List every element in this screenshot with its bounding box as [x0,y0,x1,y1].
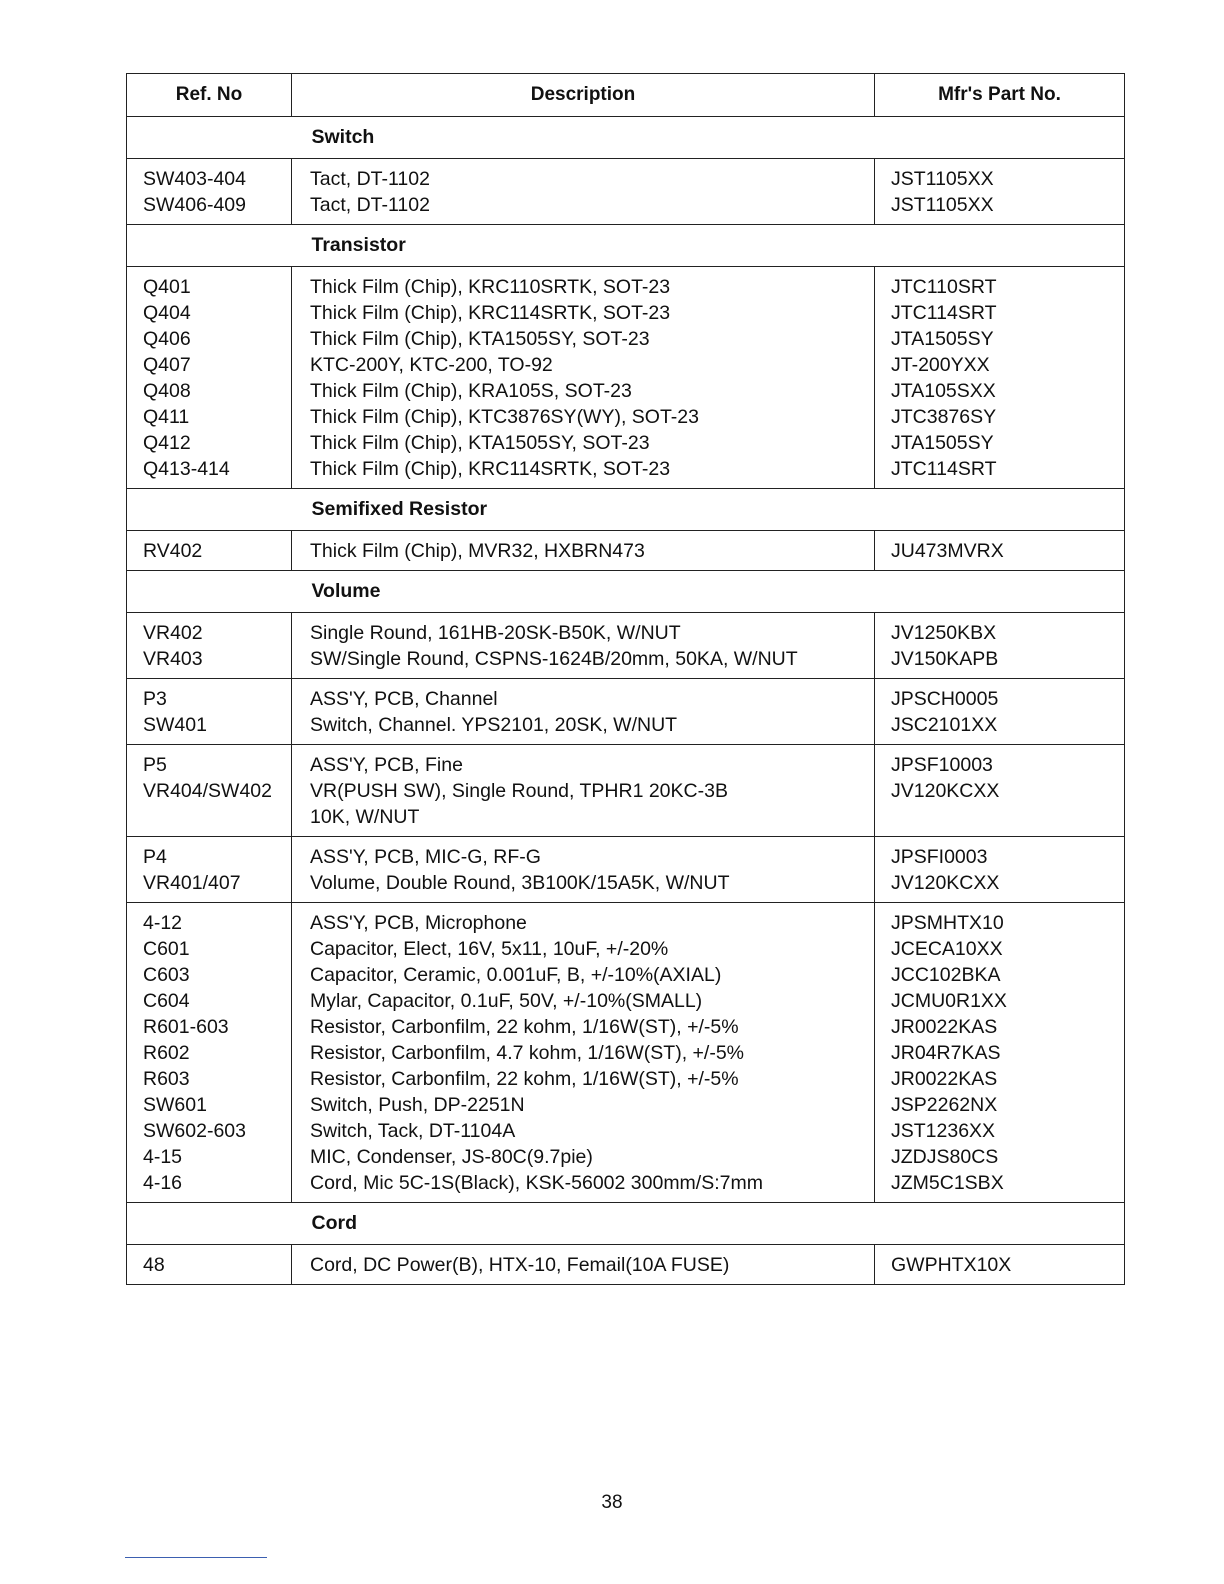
ref-no: VR401/407 [143,872,241,894]
part-number: JST1105XX [891,194,994,216]
header-row [127,74,1125,117]
part-no-cell [875,745,1125,837]
section-header-row [127,489,1125,531]
line-spacer [891,804,1124,830]
ref-no-cell [127,745,292,837]
description-line: ASS'Y, PCB, Microphone [310,912,527,934]
bottom-rule [125,1557,267,1558]
description-line: Mylar, Capacitor, 0.1uF, 50V, +/-10%(SMALL) [310,990,703,1012]
part-number: JV150KAPB [891,648,999,670]
description-line: Thick Film (Chip), KRC114SRTK, SOT-23 [310,458,671,480]
description-line: Volume, Double Round, 3B100K/15A5K, W/NUT [310,872,730,894]
ref-no: C604 [143,990,190,1012]
part-number: JZM5C1SBX [891,1172,1004,1194]
section-spacer [127,225,292,267]
parts-group-row [127,903,1125,1203]
part-number: JTA1505SY [891,328,994,350]
section-spacer [127,571,292,613]
description-cell [292,613,875,679]
description-line: Thick Film (Chip), KRC114SRTK, SOT-23 [310,302,671,324]
description-line: Thick Film (Chip), KTC3876SY(WY), SOT-23 [310,406,699,428]
part-number: JR04R7KAS [891,1042,1001,1064]
part-number: JV120KCXX [891,872,1000,894]
part-number: JR0022KAS [891,1068,998,1090]
part-no-cell [875,1245,1125,1285]
ref-no-cell [127,267,292,489]
ref-no: Q407 [143,354,191,376]
ref-no: C603 [143,964,190,986]
description-line: KTC-200Y, KTC-200, TO-92 [310,354,553,376]
part-no-cell [875,679,1125,745]
ref-no: SW406-409 [143,194,246,216]
section-title: Transistor [292,225,1125,267]
part-number: GWPHTX10X [891,1254,1012,1276]
description-line: ASS'Y, PCB, Channel [310,688,498,710]
description-line: Capacitor, Elect, 16V, 5x11, 10uF, +/-20% [310,938,669,960]
description-line: VR(PUSH SW), Single Round, TPHR1 20KC-3B [310,780,728,802]
ref-no: VR403 [143,648,203,670]
part-number: JSC2101XX [891,714,998,736]
description-header: Description [292,74,875,117]
description-cell [292,267,875,489]
ref-no: 4-16 [143,1172,183,1194]
part-number: JTC3876SY [891,406,997,428]
section-header-row [127,1203,1125,1245]
description-line: ASS'Y, PCB, Fine [310,754,463,776]
description-line: Thick Film (Chip), MVR32, HXBRN473 [310,540,645,562]
part-number: JST1105XX [891,168,994,190]
part-number: JR0022KAS [891,1016,998,1038]
part-number: JTA1505SY [891,432,994,454]
ref-no: SW601 [143,1094,207,1116]
ref-no: Q412 [143,432,191,454]
part-no-cell [875,613,1125,679]
ref-no: R601-603 [143,1016,229,1038]
ref-no: Q406 [143,328,191,350]
ref-no: SW602-603 [143,1120,246,1142]
section-spacer [127,489,292,531]
parts-group-row [127,745,1125,837]
part-number: JST1236XX [891,1120,996,1142]
part-number: JTC110SRT [891,276,997,298]
description-line: Tact, DT-1102 [310,194,430,216]
parts-group-row [127,159,1125,225]
description-line: Switch, Channel. YPS2101, 20SK, W/NUT [310,714,678,736]
part-number: JSP2262NX [891,1094,998,1116]
ref-no: Q401 [143,276,191,298]
ref-no: Q413-414 [143,458,230,480]
description-cell [292,745,875,837]
ref-no-cell [127,159,292,225]
ref-no: 4-12 [143,912,183,934]
part-number: JV1250KBX [891,622,997,644]
description-line: ASS'Y, PCB, MIC-G, RF-G [310,846,541,868]
part-no-cell [875,159,1125,225]
description-line: Resistor, Carbonfilm, 22 kohm, 1/16W(ST), +/-5% [310,1016,739,1038]
parts-group-row [127,1245,1125,1285]
section-header-row [127,225,1125,267]
part-number: JPSCH0005 [891,688,999,710]
part-number: JU473MVRX [891,540,1004,562]
part-no-cell [875,267,1125,489]
description-line: Thick Film (Chip), KTA1505SY, SOT-23 [310,328,650,350]
ref-no: RV402 [143,540,203,562]
ref-no-cell [127,1245,292,1285]
description-line: Tact, DT-1102 [310,168,430,190]
part-number: JTC114SRT [891,302,997,324]
part-no-cell [875,531,1125,571]
page-number: 38 [601,1492,623,1513]
description-cell [292,903,875,1203]
ref-no: VR404/SW402 [143,780,272,802]
section-spacer [127,117,292,159]
parts-group-row [127,837,1125,903]
description-line: Resistor, Carbonfilm, 22 kohm, 1/16W(ST), +/-5% [310,1068,739,1090]
part-no-cell [875,837,1125,903]
ref-no: P5 [143,754,167,776]
part-number: JCECA10XX [891,938,1003,960]
parts-group-row [127,267,1125,489]
ref-no: Q404 [143,302,191,324]
part-number: JPSMHTX10 [891,912,1004,934]
ref-no: Q411 [143,406,190,428]
description-line: Resistor, Carbonfilm, 4.7 kohm, 1/16W(ST), +/-5% [310,1042,745,1064]
section-title: Semifixed Resistor [292,489,1125,531]
section-title: Switch [292,117,1125,159]
description-line: Thick Film (Chip), KTA1505SY, SOT-23 [310,432,650,454]
ref-no: Q408 [143,380,191,402]
ref-no: SW403-404 [143,168,246,190]
ref-no: 4-15 [143,1146,183,1168]
description-line: SW/Single Round, CSPNS-1624B/20mm, 50KA, W/NUT [310,648,798,670]
part-number: JPSFI0003 [891,846,988,868]
section-header-row [127,117,1125,159]
parts-group-row [127,531,1125,571]
part-number: JCC102BKA [891,964,1001,986]
description-line: Cord, Mic 5C-1S(Black), KSK-56002 300mm/S:7mm [310,1172,763,1194]
ref-no-cell [127,903,292,1203]
description-line: Cord, DC Power(B), HTX-10, Femail(10A FUSE) [310,1254,730,1276]
description-line: Thick Film (Chip), KRC110SRTK, SOT-23 [310,276,671,298]
ref-no-cell [127,613,292,679]
ref-no: C601 [143,938,190,960]
description-cell [292,531,875,571]
parts-list-table [126,73,1125,1285]
part-number: JV120KCXX [891,780,1000,802]
ref-no-cell [127,837,292,903]
part-no-cell [875,903,1125,1203]
line-spacer [143,804,291,830]
parts-body [127,117,1125,1285]
ref-no: R602 [143,1042,190,1064]
ref-no-cell [127,531,292,571]
section-header-row [127,571,1125,613]
part-number: JT-200YXX [891,354,990,376]
description-line: MIC, Condenser, JS-80C(9.7pie) [310,1146,593,1168]
description-cell [292,837,875,903]
part-no-header: Mfr's Part No. [875,74,1125,117]
ref-no: 48 [143,1254,165,1276]
section-spacer [127,1203,292,1245]
part-number: JTA105SXX [891,380,996,402]
description-line: Capacitor, Ceramic, 0.001uF, B, +/-10%(AXIAL) [310,964,722,986]
description-line: Single Round, 161HB-20SK-B50K, W/NUT [310,622,681,644]
description-cell [292,1245,875,1285]
description-line: Thick Film (Chip), KRA105S, SOT-23 [310,380,632,402]
part-number: JZDJS80CS [891,1146,999,1168]
part-number: JCMU0R1XX [891,990,1007,1012]
parts-group-row [127,613,1125,679]
description-line: Switch, Push, DP-2251N [310,1094,525,1116]
part-number: JPSF10003 [891,754,993,776]
ref-no: P4 [143,846,167,868]
description-line: Switch, Tack, DT-1104A [310,1120,516,1142]
ref-no: P3 [143,688,167,710]
description-cell [292,159,875,225]
part-number: JTC114SRT [891,458,997,480]
section-title: Volume [292,571,1125,613]
ref-no: R603 [143,1068,190,1090]
ref-no-header: Ref. No [127,74,292,117]
section-title: Cord [292,1203,1125,1245]
parts-group-row [127,679,1125,745]
ref-no-cell [127,679,292,745]
ref-no: SW401 [143,714,207,736]
description-line: 10K, W/NUT [310,806,420,828]
ref-no: VR402 [143,622,203,644]
description-cell [292,679,875,745]
